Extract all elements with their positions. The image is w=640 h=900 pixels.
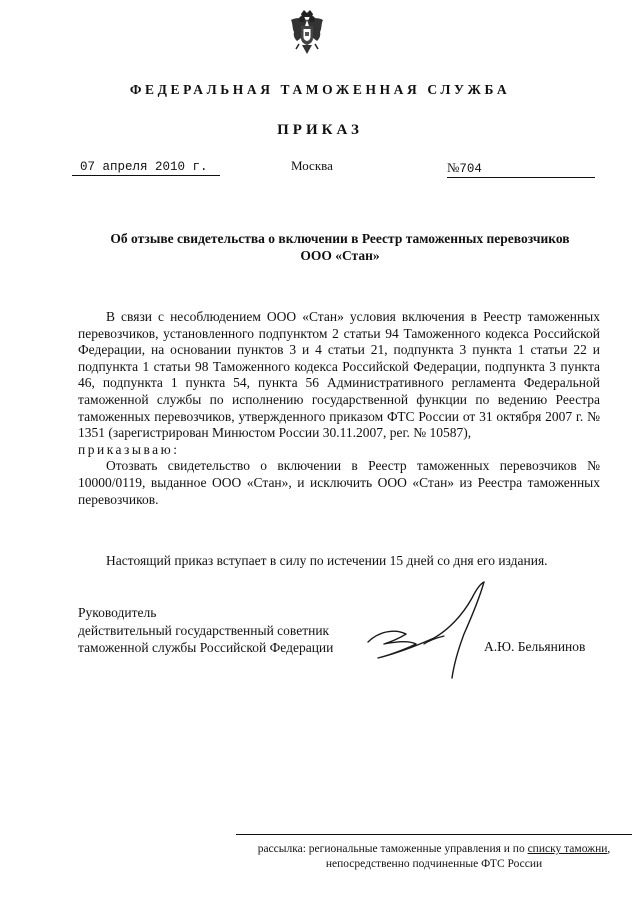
handwritten-signature [364,580,504,680]
order-number: 704 [459,162,482,176]
order-date: 07 апреля 2010 г. [72,160,220,176]
signatory-line-2: действительный государственный советник [78,622,330,638]
distribution-list [236,834,632,872]
agency-name: ФЕДЕРАЛЬНАЯ ТАМОЖЕННАЯ СЛУЖБА [129,82,511,97]
signatory-line-1: Руководитель [78,605,157,620]
signatory-line-3: таможенной службы Российской Федерации [78,640,334,656]
order-subject [75,230,605,264]
effective-date-clause: Настоящий приказ вступает в силу по истечении 15 дней со дня его издания. [106,553,548,568]
signer-name: А.Ю. Бельянинов [484,639,586,654]
document-type: ПРИКАЗ [277,122,363,138]
distribution-line-1 [236,842,632,857]
order-word: приказываю: [78,441,180,457]
subject-line-2: ООО «Стан» [300,248,380,263]
body-paragraph-2: Отозвать свидетельство о включении в Реестр таможенных перевозчиков № 10000/0119, выданное ООО «Стан», и исключить ООО «Стан» из Реестра таможенных перевозчиков. [78,458,600,507]
distribution-prefix: рассылка: региональные таможенные управления и по [257,843,528,855]
signatory-title [78,604,333,657]
distribution-suffix: , [607,843,611,855]
subject-line-1: Об отзыве свидетельства о включении в Реестр таможенных перевозчиков [110,231,570,246]
body-paragraph-1: В связи с несоблюдением ООО «Стан» условия включения в Реестр таможенных перевозчиков, установленного подпунктом 2 статьи 94 Таможенного кодекса Российской Федерации, на основании пунктов 3 и 4 статьи 21, подпункта 3 пункта 1 статьи 22 и подпункта 1 статьи 98 Таможенного кодекса Российской Федерации, подпункта 3 пункта 46, подпункта 1 пункта 54, пункта 56 Административного регламента Федеральной таможенной службы по исполнению государственной функции по ведению Реестра таможенных перевозчиков, утвержденного приказом ФТС России от 31 октября 2007 г. № 1351 (зарегистрирован Минюстом России 30.11.2007, рег. № 10587), [78,309,600,441]
distribution-line-2: непосредственно подчиненные ФТС России [325,858,543,870]
order-city: Москва [291,158,333,173]
order-number-field [447,160,595,178]
number-sign: № [447,160,460,175]
coat-of-arms-emblem [287,8,327,60]
distribution-underlined: списку таможни [527,843,608,855]
order-body [78,309,600,508]
